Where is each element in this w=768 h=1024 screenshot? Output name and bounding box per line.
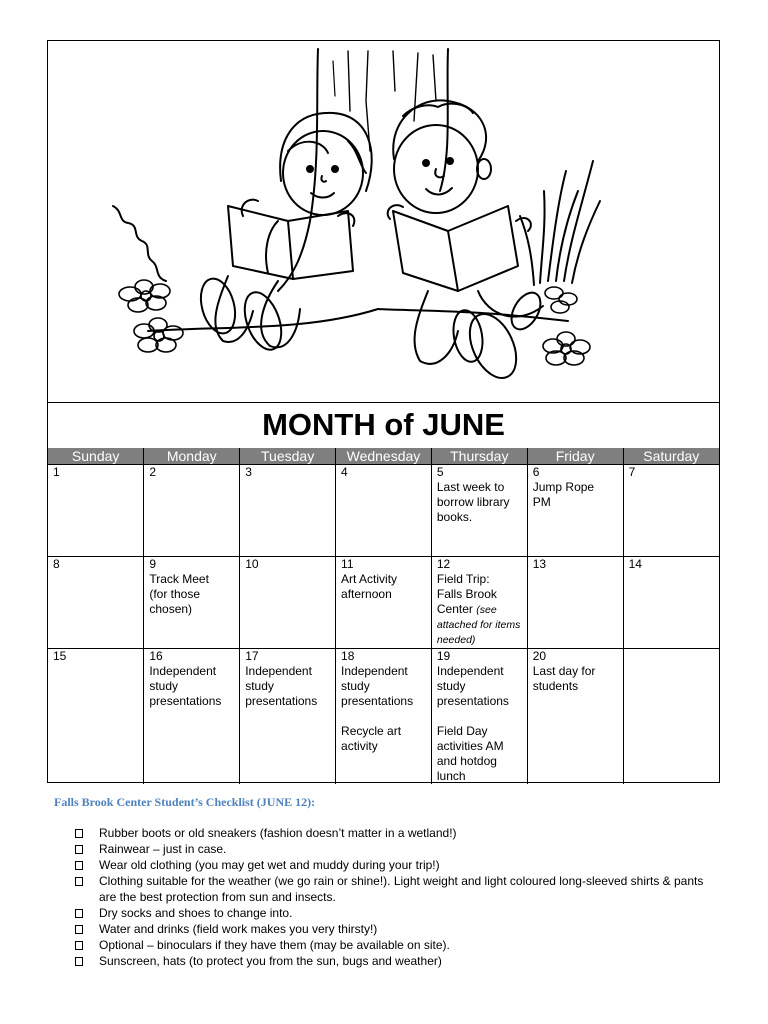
checkbox-square-icon <box>75 829 83 838</box>
calendar-week-row <box>48 649 719 785</box>
event-note-line: chosen) <box>149 602 193 616</box>
checkbox-square-icon <box>75 941 83 950</box>
calendar-day-cell <box>336 465 432 557</box>
weekday-header-row <box>48 448 719 465</box>
checklist-item <box>75 921 715 937</box>
event-note-line: study <box>149 679 179 693</box>
calendar-day-cell <box>336 557 432 649</box>
calendar-grid <box>48 448 719 784</box>
calendar-day-cell <box>431 557 527 649</box>
calendar-day-cell <box>527 649 623 785</box>
day-number: 6 <box>532 465 540 479</box>
event-note-line: activities AM <box>436 739 504 753</box>
day-number: 11 <box>341 557 354 571</box>
day-number: 4 <box>341 465 348 479</box>
event-note-line: Recycle art <box>341 724 402 738</box>
checklist-item-text: Wear old clothing (you may get wet and muddy during your trip!) <box>99 858 440 872</box>
calendar-day-cell <box>527 465 623 557</box>
checklist-item <box>75 953 715 969</box>
calendar-day-cell <box>336 649 432 785</box>
calendar-day-cell <box>623 465 719 557</box>
checkbox-square-icon <box>75 925 83 934</box>
checklist-item <box>75 841 715 857</box>
day-number: 9 <box>149 557 157 571</box>
event-note-line: Independent <box>149 664 217 678</box>
event-note-line: books. <box>436 510 473 524</box>
day-number: 13 <box>532 557 547 571</box>
event-note-italic: (see attached for items needed) <box>436 604 521 646</box>
line-gap <box>437 709 522 724</box>
event-note-line: Falls Brook <box>436 587 497 601</box>
checklist-item <box>75 905 715 921</box>
calendar-day-cell <box>431 649 527 785</box>
checklist <box>75 825 715 969</box>
event-note-line: PM <box>532 495 551 509</box>
day-number: 8 <box>53 557 60 571</box>
event-note-line: (for those <box>149 587 201 601</box>
coloring-picture-icon <box>48 41 719 402</box>
day-number: 18 <box>341 649 355 663</box>
checkbox-square-icon <box>75 957 83 966</box>
event-note-line: presentations <box>149 694 222 708</box>
day-number: 14 <box>628 557 642 571</box>
event-note-line: study <box>245 679 274 693</box>
line-gap <box>341 709 426 724</box>
checklist-item <box>75 873 715 905</box>
calendar-day-cell <box>527 557 623 649</box>
event-note-line: Field Trip: <box>436 572 490 586</box>
event-note-line: lunch <box>436 769 466 783</box>
event-note-line: presentations <box>436 694 509 708</box>
day-number: 1 <box>53 465 60 479</box>
weekday-header: Thursday <box>431 448 527 465</box>
calendar-day-cell <box>144 465 240 557</box>
weekday-header: Monday <box>144 448 240 465</box>
weekday-header: Sunday <box>48 448 144 465</box>
event-note-line: Art Activity <box>341 572 398 586</box>
children-reading-illustration <box>48 41 719 403</box>
checklist-item <box>75 857 715 873</box>
calendar-day-cell <box>240 649 336 785</box>
event-note-line: activity <box>341 739 378 753</box>
checklist-item-text: Water and drinks (field work makes you very thirsty!) <box>99 922 378 936</box>
event-note-line: Field Day <box>436 724 488 738</box>
day-number: 7 <box>628 465 636 479</box>
event-note-line: Independent <box>341 664 408 678</box>
event-note-line: Last day for <box>532 664 596 678</box>
day-number: 2 <box>149 465 157 479</box>
calendar-day-cell <box>48 649 144 785</box>
calendar-frame <box>47 40 720 783</box>
event-note-line: presentations <box>245 694 318 708</box>
calendar-week-row <box>48 465 719 557</box>
event-note-line: and hotdog <box>436 754 497 768</box>
calendar-day-cell <box>240 557 336 649</box>
weekday-header: Friday <box>527 448 623 465</box>
calendar-day-cell <box>623 649 719 785</box>
checklist-item-text: Optional – binoculars if they have them (may be available on site). <box>99 938 450 952</box>
event-note-line: Track Meet <box>149 572 209 586</box>
event-note-line: presentations <box>341 694 414 708</box>
checklist-item-text: Dry socks and shoes to change into. <box>99 906 293 920</box>
checkbox-square-icon <box>75 909 83 918</box>
event-note-line: study <box>436 679 466 693</box>
calendar-week-row <box>48 557 719 649</box>
checkbox-square-icon <box>75 861 83 870</box>
day-number: 15 <box>53 649 67 663</box>
checklist-item-text: Sunscreen, hats (to protect you from the sun, bugs and weather) <box>99 954 442 968</box>
event-note-line: students <box>532 679 579 693</box>
calendar-day-cell <box>144 649 240 785</box>
calendar-day-cell <box>48 465 144 557</box>
event-note-line: Jump Rope <box>532 480 595 494</box>
calendar-day-cell <box>144 557 240 649</box>
event-note-line: Center <box>436 602 473 616</box>
event-note-line: Independent <box>245 664 312 678</box>
day-number: 19 <box>436 649 451 663</box>
event-note-line: Independent <box>436 664 504 678</box>
weekday-header: Tuesday <box>240 448 336 465</box>
day-number: 10 <box>245 557 259 571</box>
event-note-line: borrow library <box>436 495 510 509</box>
checklist-item <box>75 937 715 953</box>
event-note-line: study <box>341 679 370 693</box>
calendar-weeks <box>48 465 719 785</box>
checklist-item <box>75 825 715 841</box>
day-number: 17 <box>245 649 259 663</box>
day-number: 3 <box>245 465 252 479</box>
calendar-title: MONTH of JUNE <box>262 407 505 442</box>
checklist-item-text: Rainwear – just in case. <box>99 842 227 856</box>
weekday-header: Saturday <box>623 448 719 465</box>
day-number: 12 <box>436 557 451 571</box>
weekday-header: Wednesday <box>336 448 432 465</box>
event-note-line: afternoon <box>341 587 392 601</box>
calendar-day-cell <box>623 557 719 649</box>
calendar-day-cell <box>48 557 144 649</box>
checklist-title: Falls Brook Center Student’s Checklist (JUNE 12): <box>54 795 316 809</box>
checklist-item-text: Rubber boots or old sneakers (fashion doesn’t matter in a wetland!) <box>99 826 457 840</box>
checklist-item-text: Clothing suitable for the weather (we go rain or shine!). Light weight and light coloured long-sleeved shirts & pants are the best protection from sun and insects. <box>99 874 704 904</box>
day-number: 5 <box>436 465 444 479</box>
checkbox-square-icon <box>75 845 83 854</box>
calendar-day-cell <box>240 465 336 557</box>
calendar-day-cell <box>431 465 527 557</box>
day-number: 20 <box>532 649 547 663</box>
checkbox-square-icon <box>75 877 83 886</box>
event-note-line: Last week to <box>436 480 505 494</box>
day-number: 16 <box>149 649 163 663</box>
